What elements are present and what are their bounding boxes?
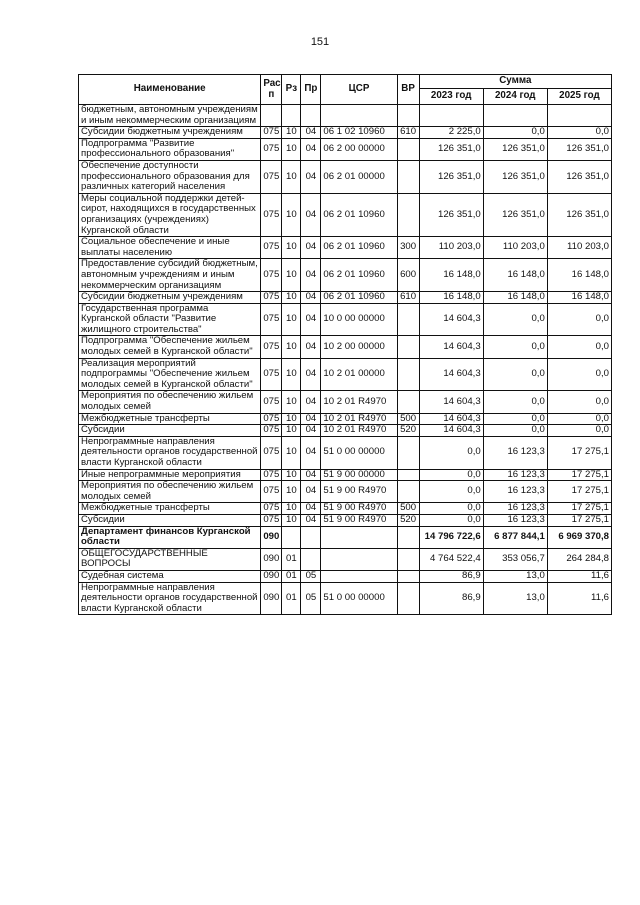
table-row: [79, 469, 612, 481]
row-amount-2023: 0,0: [419, 481, 483, 503]
row-ras: 075: [261, 413, 282, 425]
row-pr: 04: [301, 358, 321, 391]
table-row: [79, 237, 612, 259]
row-amount-2025: 0,0: [547, 303, 611, 336]
row-vr: 500: [397, 503, 419, 515]
row-csr: [321, 548, 397, 570]
table-row: [79, 358, 612, 391]
row-amount-2025: 17 275,1: [547, 514, 611, 526]
row-rz: 10: [282, 292, 301, 304]
row-amount-2024: 110 203,0: [483, 237, 547, 259]
row-vr: [397, 391, 419, 413]
row-rz: 10: [282, 237, 301, 259]
row-amount-2025: 17 275,1: [547, 436, 611, 469]
row-csr: 10 2 01 R4970: [321, 425, 397, 437]
row-amount-2025: 110 203,0: [547, 237, 611, 259]
row-rz: 10: [282, 138, 301, 160]
row-vr: [397, 570, 419, 582]
row-pr: [301, 548, 321, 570]
table-row: [79, 514, 612, 526]
row-amount-2023: 14 604,3: [419, 358, 483, 391]
row-csr: 06 2 01 10960: [321, 237, 397, 259]
row-ras: 075: [261, 193, 282, 236]
row-amount-2024: 126 351,0: [483, 193, 547, 236]
row-name: Непрограммные направления деятельности органов государственной власти Курганской области: [79, 582, 261, 615]
row-rz: 10: [282, 514, 301, 526]
row-csr: 10 2 01 R4970: [321, 391, 397, 413]
row-ras: 075: [261, 303, 282, 336]
row-amount-2023: 86,9: [419, 570, 483, 582]
row-amount-2024: 0,0: [483, 358, 547, 391]
row-ras: 075: [261, 292, 282, 304]
row-name: Реализация мероприятий подпрограммы "Обеспечение жильем молодых семей в Курганской области": [79, 358, 261, 391]
row-vr: [397, 582, 419, 615]
row-ras: 090: [261, 570, 282, 582]
row-amount-2025: 126 351,0: [547, 193, 611, 236]
row-vr: [397, 436, 419, 469]
row-pr: 04: [301, 138, 321, 160]
row-rz: 10: [282, 303, 301, 336]
row-amount-2024: 0,0: [483, 336, 547, 358]
row-pr: 04: [301, 481, 321, 503]
row-amount-2023: 86,9: [419, 582, 483, 615]
row-amount-2025: [547, 105, 611, 127]
row-ras: 075: [261, 259, 282, 292]
row-amount-2024: 16 123,3: [483, 514, 547, 526]
row-pr: 05: [301, 570, 321, 582]
row-pr: 04: [301, 469, 321, 481]
row-rz: 10: [282, 358, 301, 391]
row-vr: 500: [397, 413, 419, 425]
row-vr: [397, 160, 419, 193]
row-csr: 06 2 01 00000: [321, 160, 397, 193]
row-name: Межбюджетные трансферты: [79, 503, 261, 515]
row-amount-2025: 126 351,0: [547, 160, 611, 193]
row-vr: [397, 138, 419, 160]
row-amount-2023: 0,0: [419, 436, 483, 469]
row-pr: 04: [301, 425, 321, 437]
row-ras: 075: [261, 237, 282, 259]
row-csr: [321, 105, 397, 127]
row-csr: 51 9 00 00000: [321, 469, 397, 481]
header-name: Наименование: [79, 75, 261, 105]
row-amount-2024: 16 123,3: [483, 436, 547, 469]
row-amount-2025: 0,0: [547, 425, 611, 437]
row-name: Субсидии: [79, 514, 261, 526]
row-csr: 06 2 01 10960: [321, 193, 397, 236]
header-pr: Пр: [301, 75, 321, 105]
header-csr: ЦСР: [321, 75, 397, 105]
row-amount-2024: 16 123,3: [483, 469, 547, 481]
row-rz: 10: [282, 391, 301, 413]
row-ras: 075: [261, 425, 282, 437]
row-vr: 610: [397, 292, 419, 304]
header-year-2024: 2024 год: [483, 89, 547, 105]
table-row: [79, 105, 612, 127]
row-csr: 10 2 01 R4970: [321, 413, 397, 425]
row-name: Подпрограмма "Развитие профессионального образования": [79, 138, 261, 160]
row-rz: 01: [282, 548, 301, 570]
row-csr: 10 2 01 00000: [321, 358, 397, 391]
row-ras: 075: [261, 514, 282, 526]
table-row: [79, 336, 612, 358]
row-amount-2024: 126 351,0: [483, 138, 547, 160]
row-csr: [321, 570, 397, 582]
row-csr: 06 2 01 10960: [321, 292, 397, 304]
row-amount-2025: 6 969 370,8: [547, 526, 611, 548]
table-row: [79, 193, 612, 236]
row-amount-2023: 126 351,0: [419, 160, 483, 193]
page-number: 151: [310, 36, 330, 48]
row-pr: 04: [301, 193, 321, 236]
row-csr: 51 9 00 R4970: [321, 503, 397, 515]
row-vr: [397, 469, 419, 481]
row-amount-2023: 14 796 722,6: [419, 526, 483, 548]
row-ras: 075: [261, 481, 282, 503]
table-row: [79, 570, 612, 582]
row-amount-2025: 17 275,1: [547, 481, 611, 503]
row-rz: 10: [282, 481, 301, 503]
row-rz: 01: [282, 582, 301, 615]
row-vr: [397, 526, 419, 548]
row-amount-2025: 17 275,1: [547, 469, 611, 481]
row-csr: 51 0 00 00000: [321, 436, 397, 469]
table-row: [79, 526, 612, 548]
row-amount-2025: 17 275,1: [547, 503, 611, 515]
row-amount-2024: 0,0: [483, 425, 547, 437]
row-name: Предоставление субсидий бюджетным, автономным учреждениям и иным некоммерческим организациям: [79, 259, 261, 292]
row-amount-2025: 11,6: [547, 582, 611, 615]
row-ras: 075: [261, 336, 282, 358]
row-amount-2024: 353 056,7: [483, 548, 547, 570]
table-row: [79, 259, 612, 292]
row-pr: 05: [301, 582, 321, 615]
row-amount-2023: 0,0: [419, 469, 483, 481]
row-vr: 520: [397, 514, 419, 526]
row-ras: 075: [261, 127, 282, 139]
row-name: Меры социальной поддержки детей-сирот, находящихся в государственных организациях (учреждениях) Курганской области: [79, 193, 261, 236]
row-vr: [397, 358, 419, 391]
row-pr: 04: [301, 292, 321, 304]
row-ras: 075: [261, 436, 282, 469]
row-name: Государственная программа Курганской области "Развитие жилищного строительства": [79, 303, 261, 336]
row-name: Непрограммные направления деятельности органов государственной власти Курганской области: [79, 436, 261, 469]
row-name: Социальное обеспечение и иные выплаты населению: [79, 237, 261, 259]
row-amount-2023: 110 203,0: [419, 237, 483, 259]
table-row: [79, 160, 612, 193]
row-name: Субсидии бюджетным учреждениям: [79, 127, 261, 139]
row-rz: 10: [282, 160, 301, 193]
table-row: [79, 127, 612, 139]
header-sum: Сумма: [419, 75, 611, 89]
row-vr: 600: [397, 259, 419, 292]
row-ras: 090: [261, 526, 282, 548]
row-vr: [397, 548, 419, 570]
row-vr: [397, 303, 419, 336]
row-amount-2023: 2 225,0: [419, 127, 483, 139]
row-amount-2024: 13,0: [483, 582, 547, 615]
row-rz: [282, 105, 301, 127]
row-name: Субсидии бюджетным учреждениям: [79, 292, 261, 304]
row-amount-2024: 0,0: [483, 127, 547, 139]
header-rz: Рз: [282, 75, 301, 105]
row-amount-2025: 11,6: [547, 570, 611, 582]
table-row: [79, 481, 612, 503]
row-pr: 04: [301, 127, 321, 139]
row-rz: 10: [282, 127, 301, 139]
row-amount-2024: [483, 105, 547, 127]
row-name: Иные непрограммные мероприятия: [79, 469, 261, 481]
row-amount-2024: 6 877 844,1: [483, 526, 547, 548]
row-csr: 06 2 01 10960: [321, 259, 397, 292]
row-amount-2023: 16 148,0: [419, 259, 483, 292]
row-csr: 06 2 00 00000: [321, 138, 397, 160]
row-amount-2023: 14 604,3: [419, 303, 483, 336]
row-amount-2023: 14 604,3: [419, 425, 483, 437]
row-pr: 04: [301, 336, 321, 358]
row-rz: 10: [282, 193, 301, 236]
table-row: [79, 548, 612, 570]
row-name: Межбюджетные трансферты: [79, 413, 261, 425]
row-rz: 10: [282, 469, 301, 481]
row-rz: 10: [282, 336, 301, 358]
header-year-2023: 2023 год: [419, 89, 483, 105]
row-amount-2023: 0,0: [419, 514, 483, 526]
table-body: [79, 105, 612, 615]
row-amount-2023: 14 604,3: [419, 336, 483, 358]
row-amount-2023: 126 351,0: [419, 193, 483, 236]
row-amount-2023: 14 604,3: [419, 413, 483, 425]
table-row: [79, 138, 612, 160]
row-amount-2024: 13,0: [483, 570, 547, 582]
row-amount-2025: 126 351,0: [547, 138, 611, 160]
row-pr: [301, 105, 321, 127]
row-pr: 04: [301, 436, 321, 469]
row-csr: [321, 526, 397, 548]
budget-table: [78, 74, 612, 615]
row-amount-2023: 4 764 522,4: [419, 548, 483, 570]
row-pr: [301, 526, 321, 548]
row-vr: 300: [397, 237, 419, 259]
row-amount-2025: 16 148,0: [547, 259, 611, 292]
row-rz: 10: [282, 503, 301, 515]
row-amount-2025: 0,0: [547, 358, 611, 391]
row-name: Обеспечение доступности профессионального образования для различных категорий населения: [79, 160, 261, 193]
table-row: [79, 391, 612, 413]
row-amount-2025: 0,0: [547, 391, 611, 413]
row-name: Подпрограмма "Обеспечение жильем молодых семей в Курганской области": [79, 336, 261, 358]
row-vr: [397, 105, 419, 127]
table-row: [79, 303, 612, 336]
row-vr: [397, 193, 419, 236]
table-row: [79, 503, 612, 515]
row-ras: [261, 105, 282, 127]
row-pr: 04: [301, 413, 321, 425]
row-amount-2025: 0,0: [547, 336, 611, 358]
row-pr: 04: [301, 503, 321, 515]
row-amount-2025: 0,0: [547, 413, 611, 425]
row-ras: 075: [261, 503, 282, 515]
row-pr: 04: [301, 237, 321, 259]
row-pr: 04: [301, 514, 321, 526]
row-csr: 06 1 02 10960: [321, 127, 397, 139]
table-row: [79, 425, 612, 437]
row-csr: 51 0 00 00000: [321, 582, 397, 615]
table-row: [79, 413, 612, 425]
header-vr: ВР: [397, 75, 419, 105]
row-name: ОБЩЕГОСУДАРСТВЕННЫЕ ВОПРОСЫ: [79, 548, 261, 570]
row-name: Субсидии: [79, 425, 261, 437]
table-row: [79, 436, 612, 469]
row-amount-2023: [419, 105, 483, 127]
row-rz: 01: [282, 570, 301, 582]
row-rz: 10: [282, 425, 301, 437]
row-vr: 520: [397, 425, 419, 437]
row-ras: 090: [261, 548, 282, 570]
row-amount-2025: 0,0: [547, 127, 611, 139]
row-amount-2024: 126 351,0: [483, 160, 547, 193]
row-csr: 10 2 00 00000: [321, 336, 397, 358]
row-name: бюджетным, автономным учреждениям и иным некоммерческим организациям: [79, 105, 261, 127]
row-pr: 04: [301, 160, 321, 193]
row-vr: 610: [397, 127, 419, 139]
table-header: [79, 75, 612, 105]
table-row: [79, 582, 612, 615]
row-rz: 10: [282, 259, 301, 292]
row-name: Мероприятия по обеспечению жильем молодых семей: [79, 481, 261, 503]
row-ras: 075: [261, 138, 282, 160]
row-csr: 51 9 00 R4970: [321, 514, 397, 526]
header-year-2025: 2025 год: [547, 89, 611, 105]
row-pr: 04: [301, 259, 321, 292]
row-amount-2023: 126 351,0: [419, 138, 483, 160]
row-amount-2024: 0,0: [483, 391, 547, 413]
row-amount-2024: 0,0: [483, 303, 547, 336]
row-name: Судебная система: [79, 570, 261, 582]
row-amount-2025: 264 284,8: [547, 548, 611, 570]
row-vr: [397, 336, 419, 358]
row-name: Мероприятия по обеспечению жильем молодых семей: [79, 391, 261, 413]
row-ras: 075: [261, 469, 282, 481]
row-csr: 10 0 00 00000: [321, 303, 397, 336]
row-amount-2024: 16 148,0: [483, 292, 547, 304]
row-ras: 075: [261, 160, 282, 193]
row-amount-2023: 14 604,3: [419, 391, 483, 413]
header-ras: Рас п: [261, 75, 282, 105]
row-pr: 04: [301, 391, 321, 413]
row-rz: 10: [282, 436, 301, 469]
row-amount-2024: 0,0: [483, 413, 547, 425]
row-ras: 090: [261, 582, 282, 615]
row-pr: 04: [301, 303, 321, 336]
row-name: Департамент финансов Курганской области: [79, 526, 261, 548]
row-vr: [397, 481, 419, 503]
row-amount-2023: 0,0: [419, 503, 483, 515]
row-amount-2023: 16 148,0: [419, 292, 483, 304]
row-amount-2024: 16 123,3: [483, 503, 547, 515]
row-amount-2025: 16 148,0: [547, 292, 611, 304]
row-rz: 10: [282, 413, 301, 425]
row-csr: 51 9 00 R4970: [321, 481, 397, 503]
table-row: [79, 292, 612, 304]
row-amount-2024: 16 123,3: [483, 481, 547, 503]
row-amount-2024: 16 148,0: [483, 259, 547, 292]
row-ras: 075: [261, 391, 282, 413]
row-rz: [282, 526, 301, 548]
row-ras: 075: [261, 358, 282, 391]
